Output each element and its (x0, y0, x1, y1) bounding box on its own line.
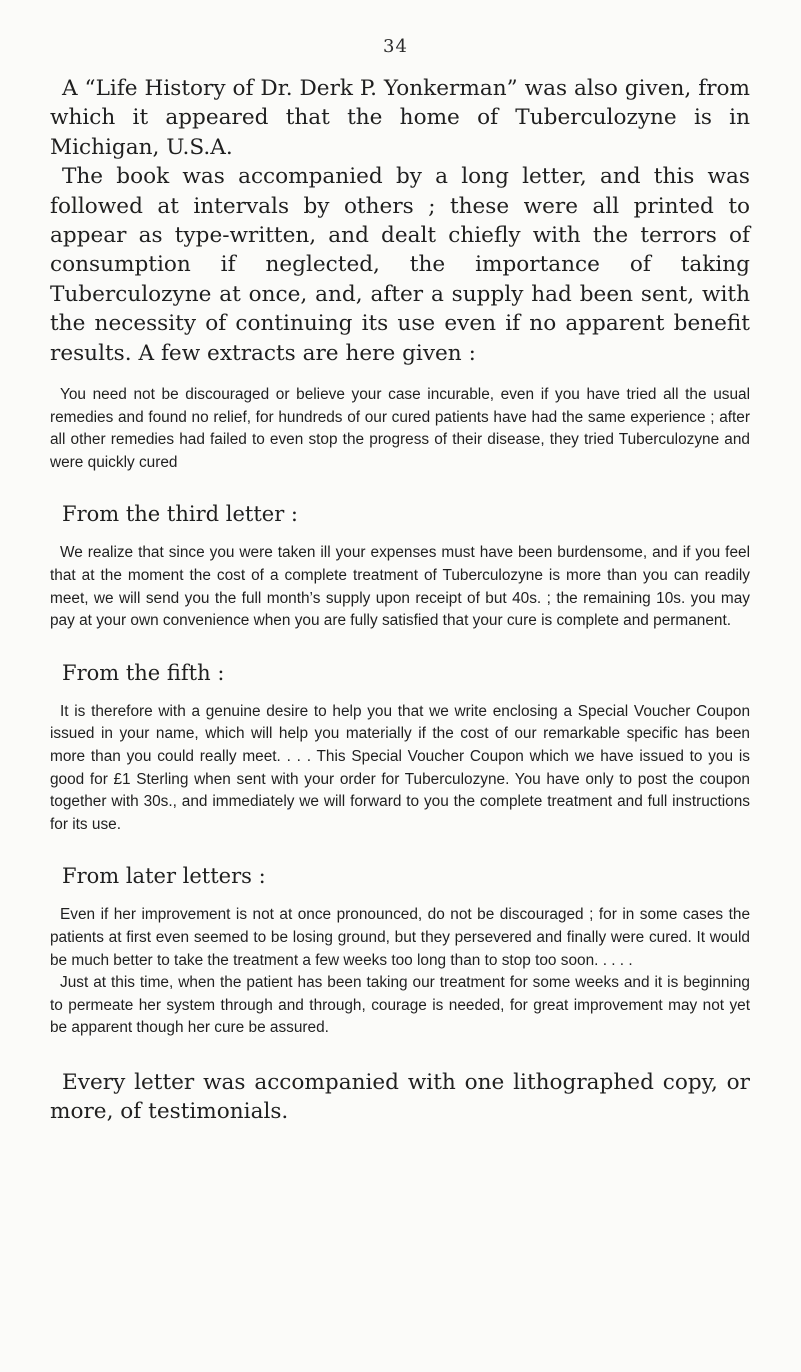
heading-third-letter: From the third letter : (62, 502, 298, 527)
heading-later-letters: From later letters : (62, 864, 266, 889)
letters-paragraph: The book was accompanied by a long letter, and this was followed at intervals by others ; these were all printed to appear as type-written, and dealt chiefly with the terrors of consumption if neglected, the importance of taking Tuberculozyne at once, and, after a supply had been sent, with the necessity of continuing its use even if no apparent benefit results. A few extracts are here given : (50, 164, 750, 366)
page-body (50, 36, 750, 1148)
closing-paragraph: Every letter was accompanied with one lithographed copy, or more, of testimonials. (50, 1069, 750, 1125)
intro-paragraph: A “Life History of Dr. Derk P. Yonkerman” was also given, from which it appeared that the home of Tuberculozyne is in Michigan, U.S.A. (50, 76, 750, 160)
page-number: 34 (383, 36, 408, 57)
heading-fifth-letter: From the fifth : (62, 660, 225, 685)
extract-fifth-letter: It is therefore with a genuine desire to help you that we write enclosing a Special Voucher Coupon issued in your name, which will help you materially if the cost of our remarkable specific has been more than you could really meet. . . . This Special Voucher Coupon which we have issued to you is good for £1 Sterling when sent with your order for Tuberculozyne. You have only to post the coupon together with 30s., and immediately we will forward to you the complete treatment and full instructions for its use. (50, 702, 750, 833)
extract-third-letter: We realize that since you were taken ill your expenses must have been burdensome, and if you feel that at the moment the cost of a complete treatment of Tuberculozyne is more than you can readily meet, we will send you the full month’s supply upon receipt of but 40s. ; the remaining 10s. you may pay at your own convenience when you are fully satisfied that your cure is complete and permanent. (50, 544, 750, 630)
extract-later-letters-1: Even if her improvement is not at once pronounced, do not be discouraged ; for in some cases the patients at first even seemed to be losing ground, but they persevered and finally were cured. It would be much better to take the treatment a few weeks too long than to stop too soon. . . . . (50, 906, 750, 969)
extract-first-letter: You need not be discouraged or believe your case incurable, even if you have tried all the usual remedies and found no relief, for hundreds of our cured patients have had the same experience ; after all other remedies had failed to even stop the progress of their disease, they tried Tuberculozyne and were quickly cured (50, 386, 750, 471)
extract-later-letters-2: Just at this time, when the patient has been taking our treatment for some weeks and it is beginning to permeate her system through and through, courage is needed, for great improvement may not yet be apparent though her cure be assured. (50, 974, 750, 1037)
